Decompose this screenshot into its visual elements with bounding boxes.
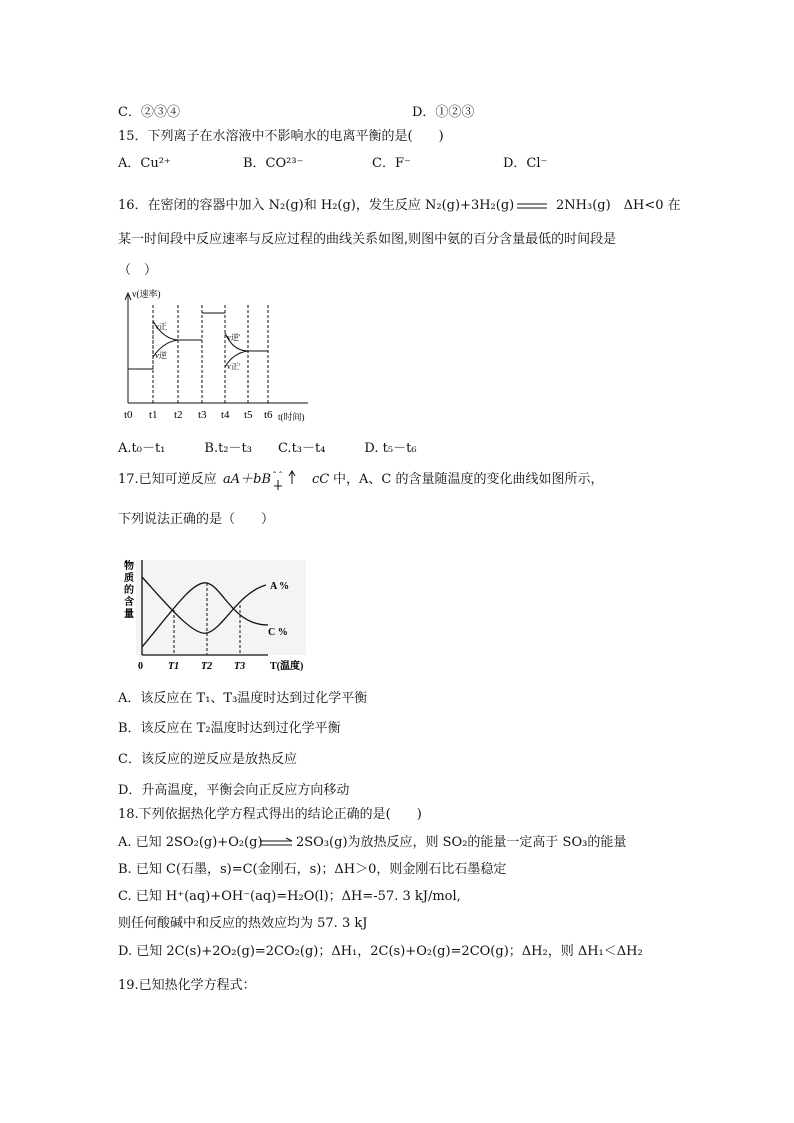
q16-time-tick-t6: t6 (264, 409, 273, 421)
q17-stem-suffix: 中，A、C 的含量随温度的变化曲线如图所示， (333, 472, 604, 487)
q18-option-d: D. 已知 2C(s)+2O₂(g)=2CO₂(g)；ΔH₁，2C(s)+O₂(g)=2CO(g)；ΔH₂，则 ΔH₁＜ΔH₂ (118, 944, 643, 959)
equilibrium-arrow-icon (515, 199, 549, 213)
q16-time-tick-t5: t5 (244, 409, 253, 421)
q16-rate-chart (118, 285, 323, 425)
equilibrium-arrow-icon (258, 836, 294, 850)
q17-y-axis-label-char: 物 (124, 561, 134, 572)
q16-time-tick-t0: t0 (124, 409, 133, 421)
q16-x-axis-label: t(时间) (278, 412, 305, 422)
svg-text:ˆ: ˆ (273, 470, 276, 480)
q16-time-tick-t4: t4 (221, 409, 230, 421)
q16-curve-label-2: v逆' (227, 333, 241, 342)
q17-x-axis-label: T(温度) (270, 661, 304, 672)
q17-option-a: A．该反应在 T₁、T₃温度时达到过化学平衡 (118, 691, 368, 706)
q18-option-b: B. 已知 C(石墨，s)=C(金刚石，s)；ΔH＞0，则金刚石比石墨稳定 (118, 862, 507, 877)
q15-option-d: D．Cl⁻ (503, 156, 548, 171)
q17-tick-T3: T3 (234, 661, 246, 672)
q17-reaction: aA＋bB (223, 472, 272, 487)
q14-option-c: C．②③④ (118, 105, 180, 120)
q16-time-tick-t3: t3 (198, 409, 207, 421)
q15-stem: 15．下列离子在水溶液中不影响水的电离平衡的是( ) (118, 129, 444, 144)
q18-stem: 18.下列依据热化学方程式得出的结论正确的是( ) (118, 807, 422, 822)
q16-stem-part1: 16．在密闭的容器中加入 N₂(g)和 H₂(g)，发生反应 N₂(g)+3H₂(g) (118, 198, 515, 213)
q16-time-tick-t1: t1 (149, 409, 158, 421)
q16-stem-line3: （ ） (118, 263, 158, 278)
q17-option-b: B．该反应在 T₂温度时达到过化学平衡 (118, 721, 341, 736)
q17-y-axis-label-char: 的 (124, 585, 134, 596)
svg-text:ˆ: ˆ (279, 470, 282, 480)
q18-option-c: C. 已知 H⁺(aq)+OH⁻(aq)=H₂O(l)；ΔH=-57. 3 kJ/mol, (118, 889, 461, 904)
q17-stem-line2: 下列说法正确的是（ ） (118, 512, 275, 527)
q16-options: A.t₀－t₁ B.t₂－t₃ C.t₃－t₄ D. t₅－t₆ (118, 441, 417, 456)
q17-option-c: C．该反应的逆反应是放热反应 (118, 752, 297, 767)
q18-option-c-line2: 则任何酸碱中和反应的热效应均为 57. 3 kJ (118, 916, 368, 931)
q16-curve-label-0: v正 (155, 322, 167, 331)
q17-product: cC (312, 472, 330, 487)
q14-option-d: D．①②③ (412, 105, 475, 120)
q18-option-a-part1: A. 已知 2SO₂(g)+O₂(g) (118, 835, 263, 850)
q17-y-axis-label-char: 量 (124, 609, 134, 620)
q16-curve-label-1: v逆 (155, 351, 167, 360)
q15-option-a: A．Cu²⁺ (118, 156, 171, 171)
q19-stem: 19.已知热化学方程式： (118, 978, 256, 993)
q16-y-axis-label: v(速率) (132, 289, 161, 299)
q17-stem-prefix: 17.已知可逆反应 (118, 472, 217, 487)
q17-y-axis-label-char: 含 (124, 597, 134, 608)
reversible-arrow-icon (270, 468, 310, 492)
q16-stem-part2: 2NH₃(g) ΔH<0 在 (556, 198, 681, 213)
q16-curve-label-3: v正' (227, 362, 241, 371)
q17-y-axis-label-char: 质 (124, 573, 134, 584)
q15-option-c: C．F⁻ (372, 156, 411, 171)
q17-origin-label: 0 (138, 661, 143, 672)
q17-curve-label-c: C % (268, 627, 288, 638)
q16-time-tick-t2: t2 (174, 409, 183, 421)
q15-option-b: B．CO²³⁻ (243, 156, 304, 171)
q18-option-a-part2: 2SO₃(g)为放热反应，则 SO₂的能量一定高于 SO₃的能量 (296, 835, 627, 850)
q17-option-d: D．升高温度，平衡会向正反应方向移动 (118, 783, 350, 798)
q16-stem-line2: 某一时间段中反应速率与反应过程的曲线关系如图,则图中氨的百分含量最低的时间段是 (118, 232, 617, 247)
q17-tick-T2: T2 (201, 661, 213, 672)
q17-curve-label-a: A % (270, 581, 290, 592)
q17-content-chart (118, 555, 318, 675)
q17-tick-T1: T1 (168, 661, 180, 672)
